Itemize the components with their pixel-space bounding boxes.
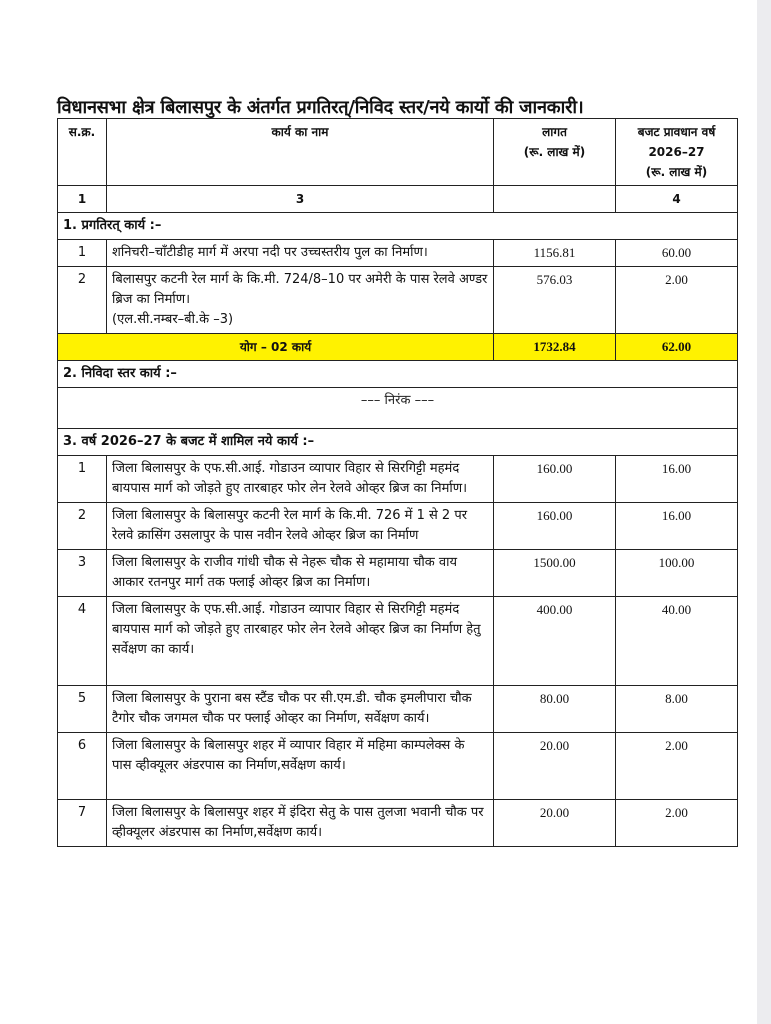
row-budget: 16.00 (616, 503, 738, 550)
row-budget: 2.00 (616, 267, 738, 334)
row-work: जिला बिलासपुर के राजीव गांधी चौक से नेहरू चौक से महामाया चौक वाय आकार रतनपुर मार्ग तक फ्लाई ओव्हर ब्रिज का निर्माण। (107, 550, 494, 597)
row-budget: 2.00 (616, 733, 738, 800)
col-number-4: 4 (616, 186, 738, 213)
total-label: योग – 02 कार्य (58, 334, 494, 361)
row-cost: 20.00 (494, 733, 616, 800)
row-budget: 2.00 (616, 800, 738, 847)
row-serial: 4 (58, 597, 107, 686)
header-budget-line3: (रू. लाख में) (645, 165, 708, 179)
document-title: विधानसभा क्षेत्र बिलासपुर के अंतर्गत प्रगतिरत्/निविद स्तर/नये कार्यो की जानकारी। (57, 97, 584, 118)
row-cost: 80.00 (494, 686, 616, 733)
section3-heading: 3. वर्ष 2026–27 के बजट में शामिल नये कार्य :– (58, 429, 738, 456)
header-budget-line1: बजट प्रावधान वर्ष (637, 125, 716, 139)
col-number-empty (494, 186, 616, 213)
row-cost: 1156.81 (494, 240, 616, 267)
row-serial: 2 (58, 503, 107, 550)
row-budget: 8.00 (616, 686, 738, 733)
row-work: शनिचरी–चाँटीडीह मार्ग में अरपा नदी पर उच्चस्तरीय पुल का निर्माण। (107, 240, 494, 267)
section-heading-row (58, 213, 738, 240)
row-serial: 3 (58, 550, 107, 597)
row-serial: 2 (58, 267, 107, 334)
table-row (58, 550, 738, 597)
total-budget: 62.00 (616, 334, 738, 361)
row-cost: 576.03 (494, 267, 616, 334)
section-heading-row (58, 429, 738, 456)
works-table (57, 118, 738, 847)
row-cost: 400.00 (494, 597, 616, 686)
row-work: जिला बिलासपुर के एफ.सी.आई. गोडाउन व्यापार विहार से सिरगिट्टी महमंद बायपास मार्ग को जोड़ते हुए तारबाहर फोर लेन रेलवे ओव्हर ब्रिज का निर्माण। (107, 456, 494, 503)
nil-row (58, 388, 738, 429)
column-number-row (58, 186, 738, 213)
table-row (58, 267, 738, 334)
table-row (58, 456, 738, 503)
row-work: जिला बिलासपुर के एफ.सी.आई. गोडाउन व्यापार विहार से सिरगिट्टी महमंद बायपास मार्ग को जोड़ते हुए तारबाहर फोर लेन रेलवे ओव्हर ब्रिज का निर्माण हेतु सर्वेक्षण का कार्य। (107, 597, 494, 686)
row-serial: 7 (58, 800, 107, 847)
row-serial: 5 (58, 686, 107, 733)
total-cost: 1732.84 (494, 334, 616, 361)
col-number-3: 3 (107, 186, 494, 213)
row-serial: 1 (58, 240, 107, 267)
row-serial: 1 (58, 456, 107, 503)
row-budget: 16.00 (616, 456, 738, 503)
row-work: जिला बिलासपुर के बिलासपुर कटनी रेल मार्ग के कि.मी. 726 में 1 से 2 पर रेलवे क्रासिंग उसलापुर के पास नवीन रेलवे ओव्हर ब्रिज का निर्माण (107, 503, 494, 550)
section2-heading: 2. निविदा स्तर कार्य :– (58, 361, 738, 388)
row-cost: 1500.00 (494, 550, 616, 597)
row-work: जिला बिलासपुर के पुराना बस स्टैंड चौक पर सी.एम.डी. चौक इमलीपारा चौक टैगोर चौक जगमल चौक पर फ्लाई ओव्हर का निर्माण, सर्वेक्षण कार्य। (107, 686, 494, 733)
row-work (107, 267, 494, 334)
table-row (58, 733, 738, 800)
row-work-note: (एल.सी.नम्बर–बी.के –3) (112, 312, 234, 327)
row-budget: 40.00 (616, 597, 738, 686)
nil-text: ––– निरंक ––– (58, 388, 738, 429)
row-budget: 60.00 (616, 240, 738, 267)
header-budget (616, 119, 738, 186)
row-work: जिला बिलासपुर के बिलासपुर शहर में व्यापार विहार में महिमा काम्पलेक्स के पास व्हीक्यूलर अंडरपास का निर्माण,सर्वेक्षण कार्य। (107, 733, 494, 800)
header-cost (494, 119, 616, 186)
table-row (58, 503, 738, 550)
row-work-text: बिलासपुर कटनी रेल मार्ग के कि.मी. 724/8–10 पर अमेरी के पास रेलवे अण्डर ब्रिज का निर्माण। (112, 272, 488, 307)
table-row (58, 800, 738, 847)
row-cost: 160.00 (494, 503, 616, 550)
header-budget-line2: 2026–27 (648, 145, 705, 159)
table-row (58, 686, 738, 733)
row-cost: 160.00 (494, 456, 616, 503)
page-edge-strip (757, 0, 771, 1024)
total-row (58, 334, 738, 361)
col-number-1: 1 (58, 186, 107, 213)
header-serial: स.क्र. (58, 119, 107, 186)
section1-heading: 1. प्रगतिरत् कार्य :– (58, 213, 738, 240)
header-cost-line2: (रू. लाख में) (523, 145, 586, 159)
row-budget: 100.00 (616, 550, 738, 597)
header-work-name: कार्य का नाम (107, 119, 494, 186)
table-row (58, 597, 738, 686)
row-serial: 6 (58, 733, 107, 800)
header-row (58, 119, 738, 186)
header-cost-line1: लागत (542, 125, 567, 139)
row-work: जिला बिलासपुर के बिलासपुर शहर में इंदिरा सेतु के पास तुलजा भवानी चौक पर व्हीक्यूलर अंडरपास का निर्माण,सर्वेक्षण कार्य। (107, 800, 494, 847)
row-cost: 20.00 (494, 800, 616, 847)
table-row (58, 240, 738, 267)
section-heading-row (58, 361, 738, 388)
